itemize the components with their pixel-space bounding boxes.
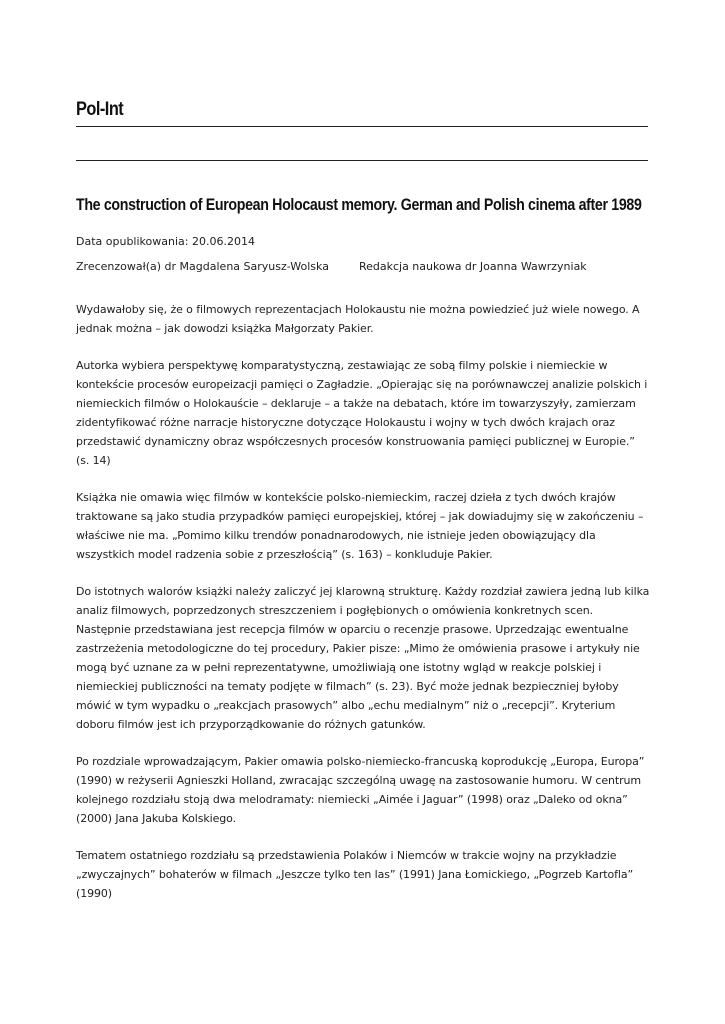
header-divider [76, 126, 648, 127]
paragraph: Wydawałoby się, że o filmowych reprezentacjach Holokaustu nie można powiedzieć już wiele nowego. A jednak można – jak dowodzi książka Małgorzaty Pakier. [76, 303, 640, 335]
paragraph: Autorka wybiera perspektywę komparatystyczną, zestawiając ze sobą filmy polskie i niemieckie w kontekście procesów europeizacji pamięci o Zagładzie. „Opierając się na porównawczej analizie polskich i niemieckich filmów o Holokauście – deklaruje – a także na debatach, które im towarzyszyły, zamierzam zidentyfikować różne narracje historyczne dotyczące Holokaustu i wojny w tych dwóch krajach oraz przedstawić dynamiczny obraz współczesnych procesów konstruowania pamięci publicznej w Europie.” (s. 14) [76, 359, 648, 467]
article-body [76, 300, 650, 921]
article-title: The construction of European Holocaust memory. German and Polish cinema after 1989 [76, 195, 642, 214]
paragraph: Tematem ostatniego rozdziału są przedstawienia Polaków i Niemców w trakcie wojny na przykładzie „zwyczajnych” bohaterów w filmach „Jeszcze tylko ten las” (1991) Jana Łomickiego, „Pogrzeb Kartofla” (1990) [76, 849, 634, 900]
publication-date: Data opublikowania: 20.06.2014 [76, 235, 255, 248]
reviewer: Zrecenzował(a) dr Magdalena Saryusz-Wolska [76, 260, 329, 273]
paragraph: Do istotnych walorów książki należy zaliczyć jej klarowną strukturę. Każdy rozdział zawiera jedną lub kilka analiz filmowych, poprzedzonych streszczeniem i pogłębionych o omówienia konkretnych scen. Następnie przedstawiana jest recepcja filmów w oparciu o recenzje prasowe. Uprzedzając ewentualne zastrzeżenia metodologiczne do tej procedury, Pakier pisze: „Mimo że omówienia prasowe i artykuły nie mogą być uznane za w pełni reprezentatywne, umożliwiają one istotny wgląd w reakcje polskiej i niemieckiej publiczności na tematy podjęte w filmach” (s. 23). Być może jednak bezpieczniej byłoby mówić w tym wypadku o „reakcjach prasowych” albo „echu medialnym” niż o „recepcji”. Kryterium doboru filmów jest ich przyporządkowanie do różnych gatunków. [76, 585, 650, 731]
article-credits [76, 259, 587, 275]
scientific-editor: Redakcja naukowa dr Joanna Wawrzyniak [358, 260, 587, 273]
site-title: Pol-Int [76, 99, 124, 120]
paragraph: Książka nie omawia więc filmów w kontekście polsko-niemieckim, raczej dzieła z tych dwóch krajów traktowane są jako studia przypadków pamięci europejskiej, której – jak dowiadujmy się w zakończeniu – właściwe nie ma. „Pomimo kilku trendów ponadnarodowych, nie istnieje jeden obowiązujący dla wszystkich model radzenia sobie z przeszłością” (s. 163) – konkluduje Pakier. [76, 491, 644, 561]
section-divider [76, 160, 648, 161]
paragraph: Po rozdziale wprowadzającym, Pakier omawia polsko-niemiecko-francuską koprodukcję „Europa, Europa” (1990) w reżyserii Agnieszki Holland, zwracając szczególną uwagę na zastosowanie humoru. W centrum kolejnego rozdziału stoją dwa melodramaty: niemiecki „Aimée i Jaguar” (1998) oraz „Daleko od okna” (2000) Jana Jakuba Kolskiego. [76, 755, 645, 825]
